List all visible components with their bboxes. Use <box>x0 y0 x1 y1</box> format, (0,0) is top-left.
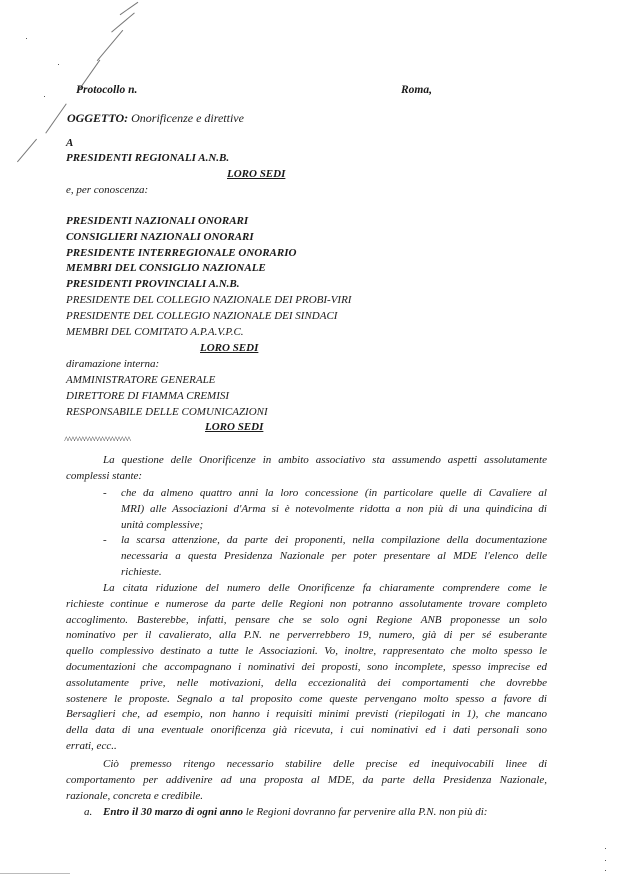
loro-sedi-1: LORO SEDI <box>227 168 286 180</box>
bullet-2: la scarsa attenzione, da parte dei proponenti, nella compilazione della documentazione necessaria a questa Presidenza Nazionale per poter presentare al MDE l'elenco delle richieste. <box>121 534 547 578</box>
item-a-letter: a. <box>84 806 93 818</box>
recipient-cc-item: PRESIDENTE INTERREGIONALE ONORARIO <box>66 246 297 259</box>
subject-label: OGGETTO: <box>67 111 129 125</box>
bullet-dash-1: - <box>103 487 107 499</box>
per-conoscenza-label: e, per conoscenza: <box>66 184 149 196</box>
recipient-cc-item: PRESIDENTE DEL COLLEGIO NAZIONALE DEI SINDACI <box>66 309 338 322</box>
paragraph-2: La citata riduzione del numero delle Onorificenze fa chiaramente comprendere come le richieste continue e numerose da parte delle Regioni non potranno assolutamente trovare completo accoglimento. Basterebbe, infatti, pensare che se solo ogni Regione ANB proponesse un solo nominativo per il cavalierato, alla P.N. ne perverrebbero 19, numero, già di per sé esuberante quello complessivo destinato a tutte le Associazioni. Vo, inoltre, rappresentato che molto spesso le documentazioni che accompagnano i nominativi dei proposti, sono incomplete, spesso imprecise ed assolutamente prive, nelle motivazioni, della eccezionalità dei comportamenti che dovrebbe sostenere le proposte. Segnalo a tal proposito come queste pervengano molto spesso a favore di Bersaglieri che, ad esempio, non hanno i requisiti minimi previsti (riepilogati in 1), che mancano della data di una eventuale onorificenza già ricevuta, i cui nominativi ed i dati personali sono errati, ecc.. <box>66 582 547 752</box>
separator-line: ^^^^^^^^^^^^^^^^^^^^ <box>64 435 130 445</box>
recipient-cc-item: PRESIDENTI NAZIONALI ONORARI <box>66 215 249 227</box>
paragraph-1-line-1: La questione delle Onorificenze in ambito associativo sta assumendo aspetti assolutamente <box>103 454 547 466</box>
paragraph-3: Ciò premesso ritengo necessario stabilire delle precise ed inequivocabili linee di comportamento per addivenire ad una proposta al MDE, da parte della Presidenza Nazionale, razionale, concreta e credibile. <box>66 758 547 802</box>
recipient-internal-item: RESPONSABILE DELLE COMUNICAZIONI <box>66 405 268 418</box>
subject-text: Onorificenze e direttive <box>131 111 244 125</box>
recipient-a: A <box>66 137 74 149</box>
paragraph-1-line-2: complessi stante: <box>66 470 143 482</box>
diramazione-label: diramazione interna: <box>66 358 160 370</box>
item-a <box>84 806 487 818</box>
recipient-internal-item: DIRETTORE DI FIAMMA CREMISI <box>66 389 230 402</box>
recipient-cc-item: CONSIGLIERI NAZIONALI ONORARI <box>66 230 254 243</box>
item-a-deadline: Entro il 30 marzo di ogni anno le Regioni dovranno far pervenire alla P.N. non più di: <box>103 806 488 818</box>
bullet-dash-2: - <box>103 534 107 546</box>
recipient-cc-item: PRESIDENTE DEL COLLEGIO NAZIONALE DEI PROBI-VIRI <box>66 293 352 306</box>
subject-line <box>67 111 244 126</box>
recipients-cc <box>66 215 351 341</box>
loro-sedi-2: LORO SEDI <box>200 342 259 354</box>
recipient-internal-item: AMMINISTRATORE GENERALE <box>66 374 216 386</box>
recipient-cc-item: MEMBRI DEL COMITATO A.P.A.V.P.C. <box>66 325 244 338</box>
recipient-cc-item: MEMBRI DEL CONSIGLIO NAZIONALE <box>66 262 266 275</box>
bullet-1: che da almeno quattro anni la loro concessione (in particolare quelle di Cavaliere al MRI) alle Associazioni d'Arma si è notevolmente ridotta a non più di una quindicina di unità complessive; <box>121 487 547 531</box>
recipients-main: PRESIDENTI REGIONALI A.N.B. <box>66 152 230 164</box>
recipient-cc-item: PRESIDENTI PROVINCIALI A.N.B. <box>66 278 240 291</box>
place-date-label: Roma, <box>401 84 432 96</box>
recipients-internal <box>66 374 268 421</box>
loro-sedi-3: LORO SEDI <box>205 421 264 433</box>
protocol-label: Protocollo n. <box>76 84 138 96</box>
